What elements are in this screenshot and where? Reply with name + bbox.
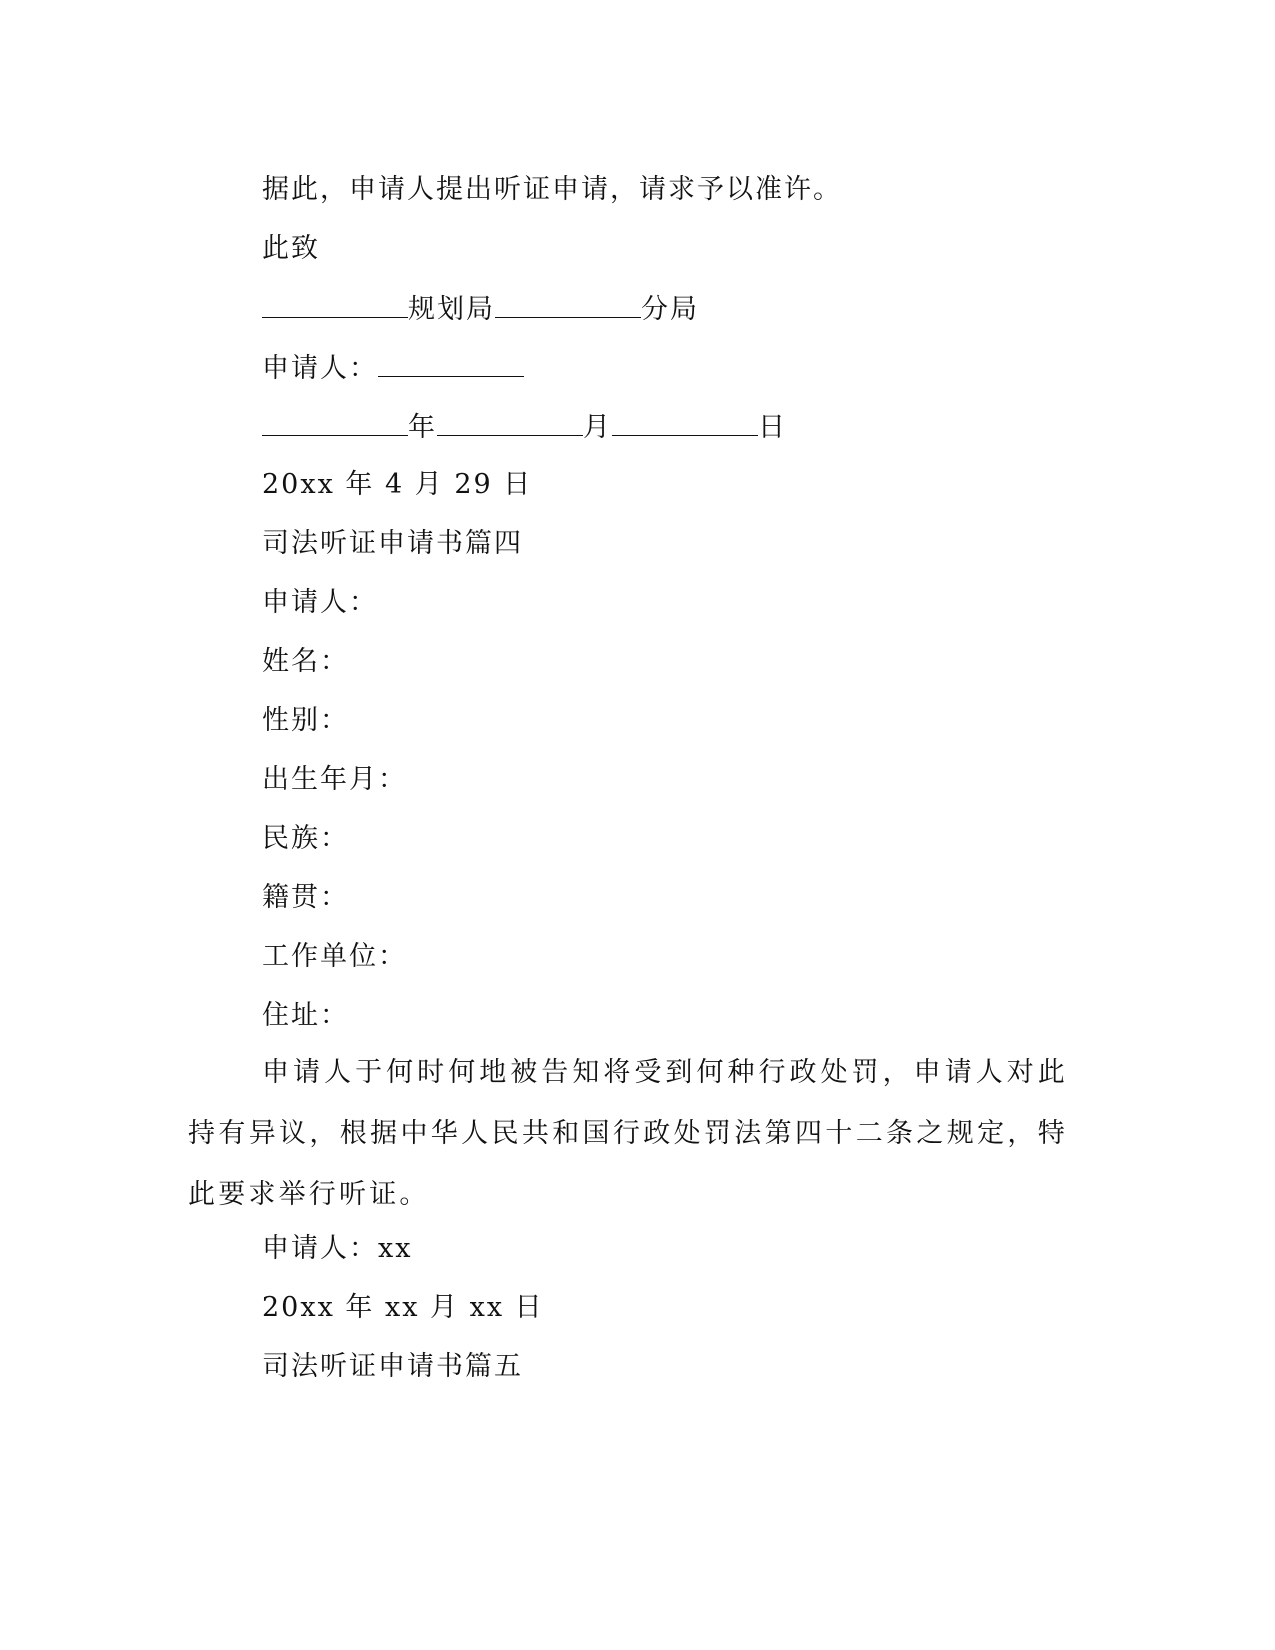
birthdate-field-label: 出生年月：: [262, 764, 407, 795]
year-label: 年: [408, 412, 437, 443]
name-field-label: 姓名：: [262, 646, 349, 677]
recipient-branch-label: 分局: [641, 294, 699, 325]
blank-field: [262, 291, 408, 318]
recipient-bureau-label: 规划局: [408, 294, 495, 325]
date-blank-line: [262, 409, 787, 445]
body-paragraph: 申请人于何时何地被告知将受到何种行政处罚，申请人对此持有异议，根据中华人民共和国行政处罚法第四十二条之规定，特此要求举行听证。: [188, 1057, 1068, 1210]
applicant-signature-line: [262, 350, 524, 386]
section-title-5: 司法听证申请书篇五: [262, 1351, 523, 1382]
workplace-field-label: 工作单位：: [262, 941, 407, 972]
salutation-line: 此致: [262, 233, 320, 264]
gender-field-label: 性别：: [262, 705, 349, 736]
applicant-label: 申请人：: [262, 353, 378, 384]
blank-field: [495, 291, 641, 318]
signature-date: 20xx 年 xx 月 xx 日: [262, 1292, 544, 1323]
date-line: 20xx 年 4 月 29 日: [262, 469, 533, 500]
month-label: 月: [583, 412, 612, 443]
recipient-line: [262, 291, 699, 327]
blank-field: [437, 409, 583, 436]
address-field-label: 住址：: [262, 1000, 349, 1031]
blank-field: [262, 409, 408, 436]
origin-field-label: 籍贯：: [262, 882, 349, 913]
section-title-4: 司法听证申请书篇四: [262, 528, 523, 559]
blank-field: [612, 409, 758, 436]
applicant-heading: 申请人：: [262, 587, 378, 618]
day-label: 日: [758, 412, 787, 443]
conclusion-line: 据此，申请人提出听证申请，请求予以准许。: [262, 174, 842, 205]
blank-field: [378, 350, 524, 377]
ethnicity-field-label: 民族：: [262, 823, 349, 854]
applicant-signature: 申请人：xx: [262, 1233, 413, 1264]
